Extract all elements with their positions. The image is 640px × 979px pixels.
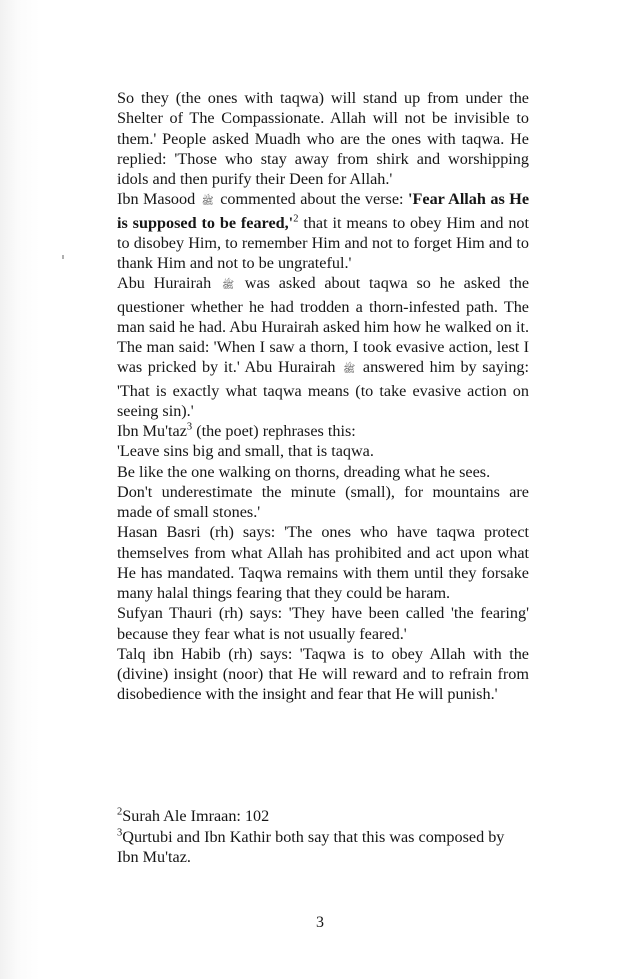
- honorific-icon: ﷺ: [343, 364, 356, 376]
- text-run: answered him by saying: 'That is exactly what taqwa means (to take evasive action on seeing sin).': [117, 358, 530, 420]
- poem-line: Be like the one walking on thorns, dreading what he sees.: [117, 462, 491, 481]
- text-run: that it means to obey Him and not to disobey Him, to remember Him and not to forget Him and to thank Him and not to be ungrateful.': [117, 213, 530, 272]
- footnote-ref[interactable]: 2: [293, 213, 299, 225]
- honorific-icon: ﷺ: [201, 196, 214, 208]
- main-text: [117, 88, 529, 705]
- paragraph: [117, 189, 529, 273]
- quoted-verse: 'Fear Allah as He is supposed to be feared,': [117, 190, 530, 232]
- footnote: [117, 806, 529, 827]
- footnotes: [117, 806, 529, 868]
- text-run: Ibn Mu'taz: [117, 422, 187, 440]
- text-run: (the poet) rephrases this:: [192, 422, 356, 440]
- text-run: Abu Hurairah: [117, 274, 212, 293]
- name-text: Ibn Masood: [117, 190, 196, 209]
- text-run: commented about the verse:: [220, 190, 408, 209]
- paragraph: Talq ibn Habib (rh) says: 'Taqwa is to obey Allah with the (divine) insight (noor) that He will reward and to refrain from disobedience with the insight and fear that He will punish.': [117, 644, 529, 704]
- footnote: [117, 827, 529, 868]
- footnote-text: Surah Ale Imraan: 102: [122, 807, 270, 825]
- footnote-text: Qurtubi and Ibn Kathir both say that this was composed by Ibn Mu'taz.: [117, 827, 505, 866]
- paragraph: Sufyan Thauri (rh) says: 'They have been called 'the fearing' because they fear what is not usually feared.': [117, 604, 529, 643]
- footnote-ref[interactable]: 3: [186, 421, 193, 433]
- paragraph: [117, 273, 529, 421]
- footnote-number: 2: [117, 806, 123, 818]
- page-number: 3: [316, 914, 324, 931]
- paragraph: Hasan Basri (rh) says: 'The ones who have taqwa protect themselves from what Allah has prohibited and act upon what He has mandated. Taqwa remains with them until they forsake many halal things fearing that they could be haram.: [117, 523, 529, 602]
- poem-line: 'Leave sins big and small, that is taqwa.: [117, 442, 374, 461]
- margin-mark: [62, 255, 64, 259]
- poem-line: Don't underestimate the minute (small), for mountains are made of small stones.': [117, 482, 529, 521]
- footnote-number: 3: [117, 827, 123, 839]
- paragraph: So they (the ones with taqwa) will stand up from under the Shelter of The Compassionate. Allah will not be invisible to them.' People asked Muadh who are the ones with taqwa. He replied: 'Those who stay away from shirk and worshipping idols and then purify their Deen for Allah.': [117, 89, 529, 188]
- honorific-icon: ﷺ: [221, 280, 235, 292]
- text-run: was asked about taqwa so he asked the questioner whether he had trodden a thorn-infested path. The man said he had. Abu Hurairah asked him how he walked on it. The man said: 'When I saw a thorn, I took evasive action, lest I was pricked by it.' Abu Hurairah: [117, 274, 530, 377]
- paragraph: [117, 421, 529, 441]
